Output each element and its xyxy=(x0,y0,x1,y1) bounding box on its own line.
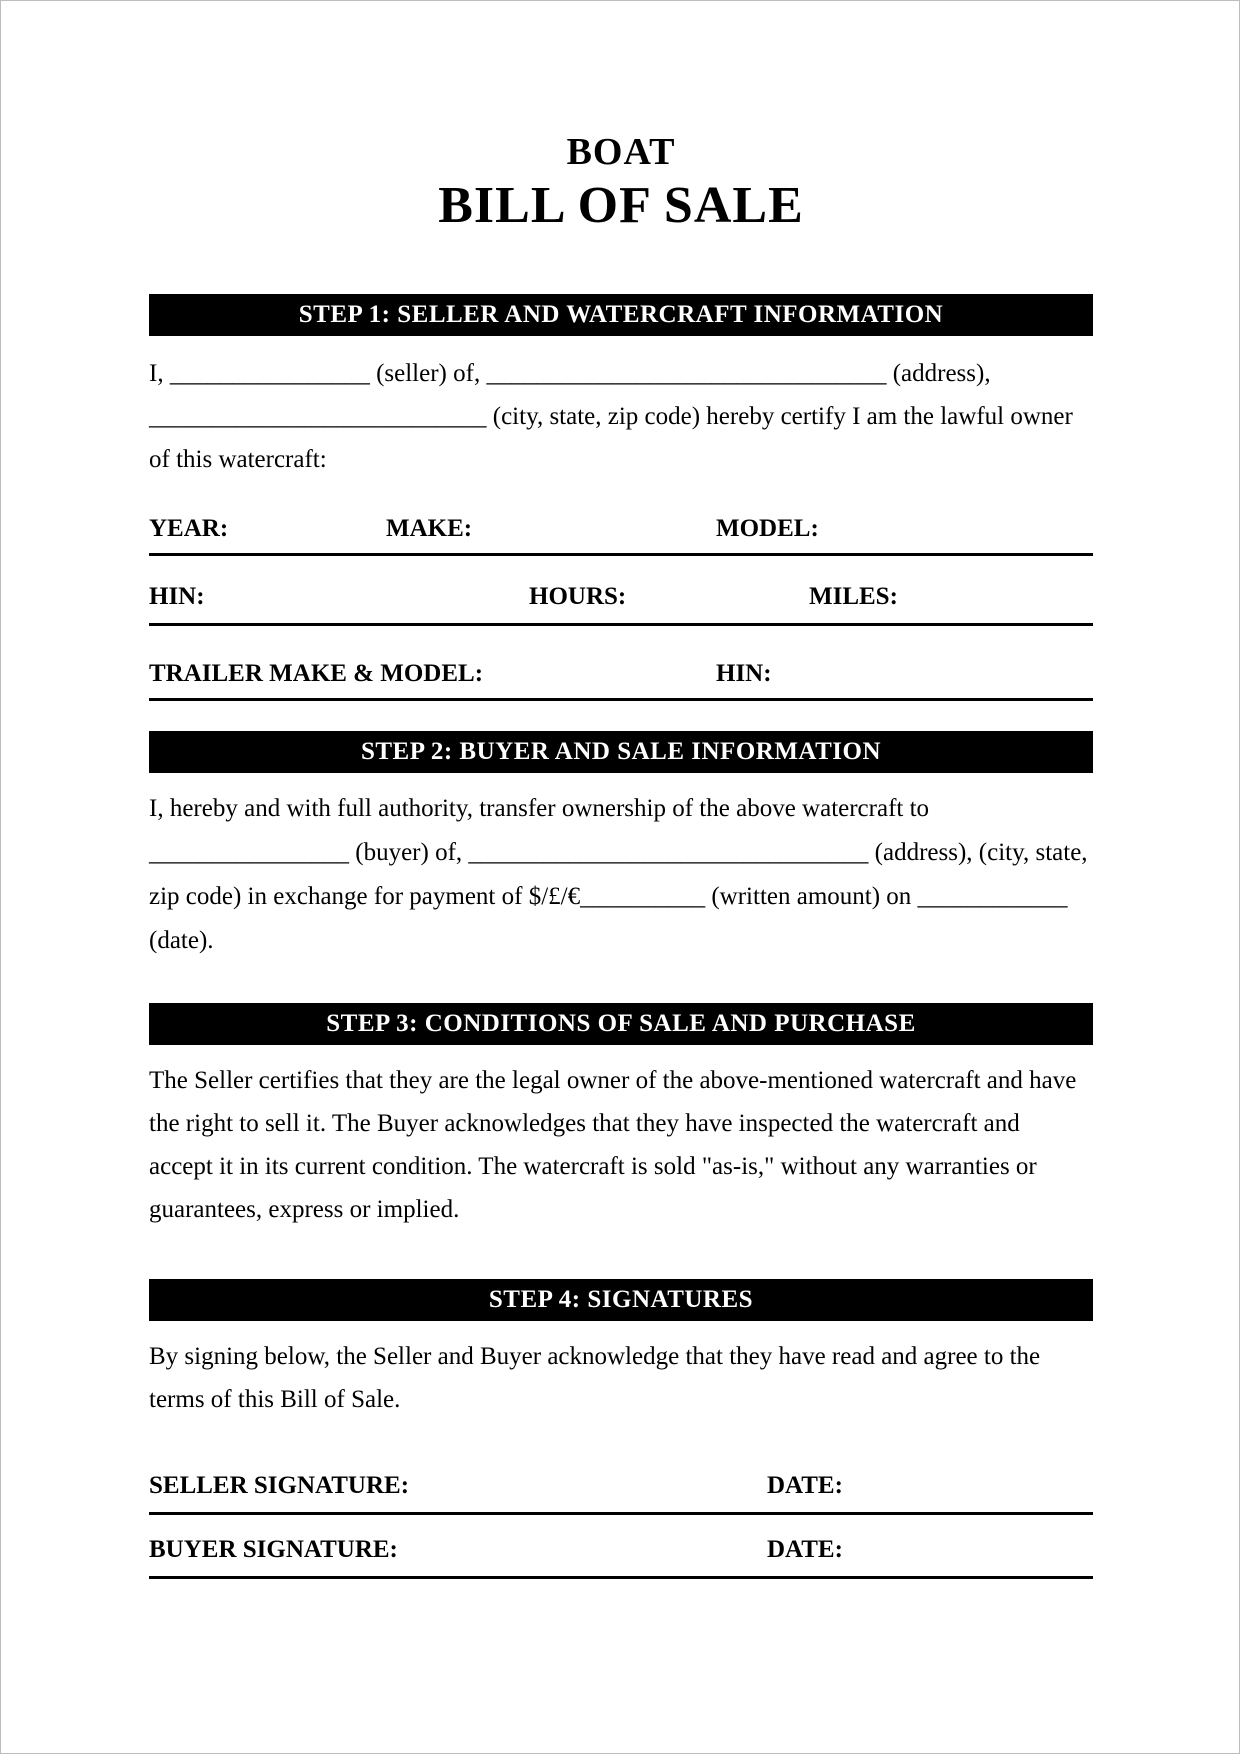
hours-label: HOURS: xyxy=(529,583,627,610)
buyer-date-label: DATE: xyxy=(767,1536,843,1563)
trailer-row xyxy=(149,626,1093,701)
step4-line1: By signing below, the Seller and Buyer acknowledge that they have read and agree to the xyxy=(149,1343,1041,1370)
step1-paragraph xyxy=(149,352,1093,481)
buyer-name-blank[interactable]: ________________ xyxy=(149,839,349,866)
step3-paragraph xyxy=(149,1059,1093,1231)
year-make-model-row xyxy=(149,481,1093,556)
step2-line3 xyxy=(149,875,1093,919)
document-title-large: BILL OF SALE xyxy=(438,177,804,234)
trailer-make-model-label: TRAILER MAKE & MODEL: xyxy=(149,660,484,687)
step1-line1-text-a: I, xyxy=(149,360,170,387)
seller-signature-row xyxy=(149,1441,1093,1515)
step4-line2: terms of this Bill of Sale. xyxy=(149,1386,401,1413)
payment-amount-blank[interactable]: __________ xyxy=(580,883,706,910)
hin-label: HIN: xyxy=(149,583,205,610)
sale-date-blank[interactable]: ____________ xyxy=(917,883,1068,910)
document-title-small: BOAT xyxy=(566,131,676,173)
step1-line1-text-b: (seller) of, xyxy=(369,360,487,387)
step3-line4: guarantees, express or implied. xyxy=(149,1196,460,1223)
seller-signature-label: SELLER SIGNATURE: xyxy=(149,1472,410,1499)
step1-header-bar: STEP 1: SELLER AND WATERCRAFT INFORMATION xyxy=(149,294,1093,336)
step2-line2-text-b: (address), (city, state, xyxy=(868,839,1088,866)
step2-paragraph xyxy=(149,787,1093,963)
step2-line3-text-b: (written amount) on xyxy=(705,883,918,910)
make-label: MAKE: xyxy=(386,515,473,542)
step2-line2 xyxy=(149,831,1093,875)
step2-line3-text-a: zip code) in exchange for payment of $/£/€ xyxy=(149,883,581,910)
step1-line2-text: (city, state, zip code) hereby certify I am the lawful owner xyxy=(486,403,1073,430)
step1-line2 xyxy=(149,395,1093,438)
document-content xyxy=(149,129,1093,1579)
step3-line1: The Seller certifies that they are the legal owner of the above-mentioned watercraft and have xyxy=(149,1067,1077,1094)
model-label: MODEL: xyxy=(716,515,819,542)
year-label: YEAR: xyxy=(149,515,229,542)
step2-line4: (date). xyxy=(149,927,214,954)
step4-paragraph xyxy=(149,1335,1093,1421)
buyer-address-blank[interactable]: ________________________________ xyxy=(468,839,869,866)
seller-city-state-zip-blank[interactable]: ___________________________ xyxy=(149,403,487,430)
trailer-hin-label: HIN: xyxy=(716,660,772,687)
step2-header-bar: STEP 2: BUYER AND SALE INFORMATION xyxy=(149,731,1093,773)
buyer-signature-label: BUYER SIGNATURE: xyxy=(149,1536,398,1563)
miles-label: MILES: xyxy=(809,583,898,610)
step1-line3: of this watercraft: xyxy=(149,446,327,473)
seller-name-blank[interactable]: ________________ xyxy=(169,360,370,387)
step3-header-bar: STEP 3: CONDITIONS OF SALE AND PURCHASE xyxy=(149,1003,1093,1045)
step4-header-bar: STEP 4: SIGNATURES xyxy=(149,1279,1093,1321)
buyer-signature-row xyxy=(149,1515,1093,1579)
step1-line1 xyxy=(149,352,1093,395)
seller-address-blank[interactable]: ________________________________ xyxy=(486,360,887,387)
step3-line2: the right to sell it. The Buyer acknowledges that they have inspected the watercraft and xyxy=(149,1110,1020,1137)
step2-line1: I, hereby and with full authority, transfer ownership of the above watercraft to xyxy=(149,795,930,822)
step3-line3: accept it in its current condition. The watercraft is sold "as-is," without any warranties or xyxy=(149,1153,1037,1180)
step1-line1-text-c: (address), xyxy=(886,360,991,387)
step2-line2-text-a: (buyer) of, xyxy=(349,839,469,866)
hin-hours-miles-row xyxy=(149,556,1093,626)
seller-date-label: DATE: xyxy=(767,1472,843,1499)
